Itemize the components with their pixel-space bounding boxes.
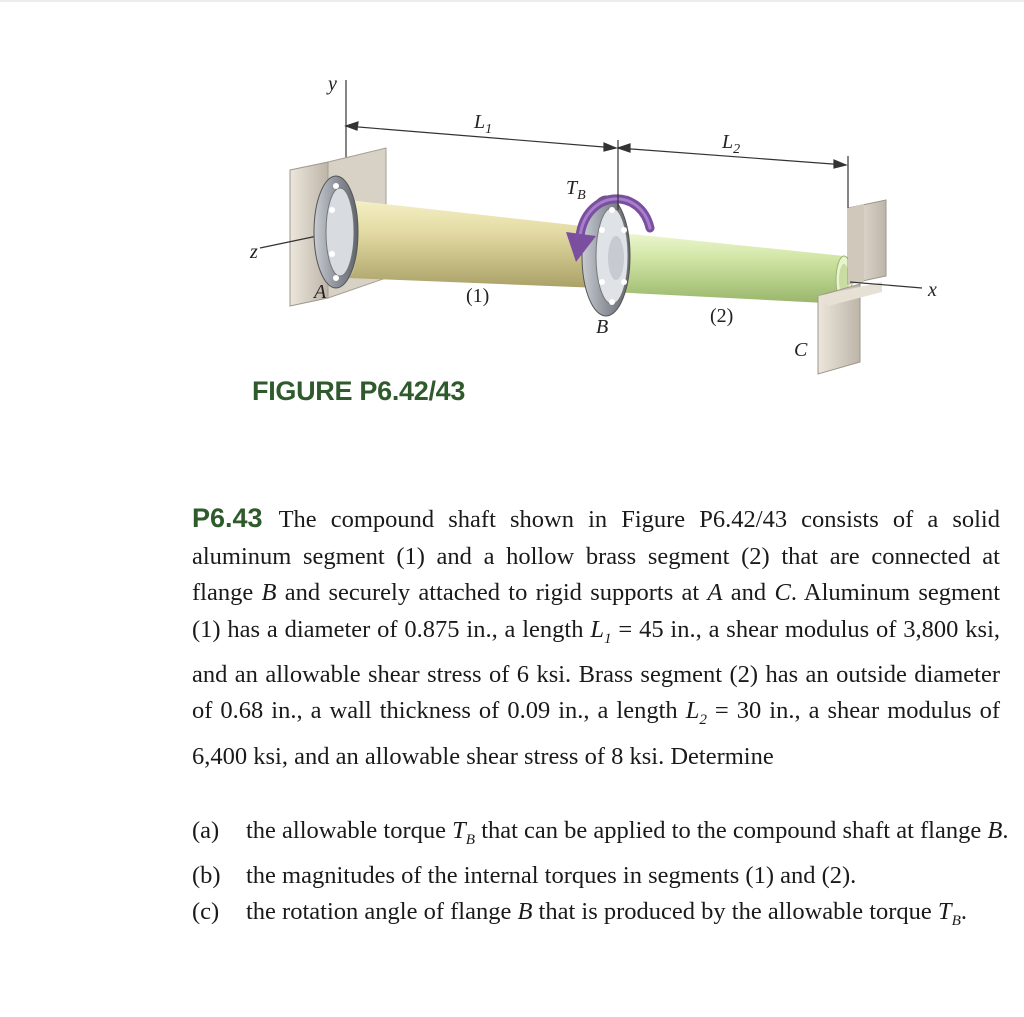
dimension-l2-label: $L_2$ — [722, 131, 741, 157]
problem-parts — [192, 813, 1012, 939]
flange-a — [314, 176, 358, 288]
part-a-tag: (a) — [192, 817, 220, 844]
part-a — [192, 813, 1012, 858]
part-b-tag: (b) — [192, 861, 221, 889]
segment-1-aluminum — [338, 200, 600, 288]
segment-2-label: (2) — [710, 305, 734, 327]
part-c-text: the rotation angle of flange B that is produced by the allowable torque $T_B$. — [246, 897, 967, 929]
segment-1-label: (1) — [466, 285, 490, 307]
part-c-tag: (c) — [192, 897, 220, 925]
segment-2-brass — [612, 232, 852, 304]
dimension-l1-label: $L_1$ — [474, 111, 493, 137]
flange-b-label: B — [596, 316, 609, 338]
problem-text: P6.43 The compound shaft shown in Figure P6.42/43 consists of a solid aluminum segment (1) and a hollow brass segment (2) that are connected at flange B and securely attached to rigid supports at A and C. Aluminum segment (1) has a diameter of 0.875 in., a length $L_1 = 45$ in., a shear modulus of 3,800 ksi, and an allowable shear stress of 6 ksi. Brass segment (2) has an outside diameter of 0.68 in., a wall thickness of 0.09 in., a length $L_2 = 30$ in., a shear modulus of 6,400 ksi, and an allowable shear stress of 8 ksi. Determine — [192, 503, 1001, 770]
shaft-figure — [240, 60, 960, 380]
problem-number: P6.43 — [192, 503, 263, 533]
part-a-text: the allowable torque $T_B$ that can be applied to the compound shaft at flange B. — [246, 817, 1009, 848]
z-axis-label: z — [250, 241, 258, 263]
part-b-text: the magnitudes of the internal torques in segments (1) and (2). — [246, 861, 857, 889]
top-border — [0, 0, 1024, 2]
support-a-label: A — [314, 281, 327, 303]
problem-statement — [192, 500, 1000, 775]
y-axis-label: y — [328, 73, 337, 95]
figure-caption: FIGURE P6.42/43 — [252, 376, 466, 406]
torque-tb-label: $T_B$ — [566, 177, 586, 203]
part-b — [192, 858, 1012, 894]
support-c-label: C — [794, 339, 808, 361]
part-c — [192, 894, 1012, 939]
x-axis-label: x — [928, 279, 937, 301]
